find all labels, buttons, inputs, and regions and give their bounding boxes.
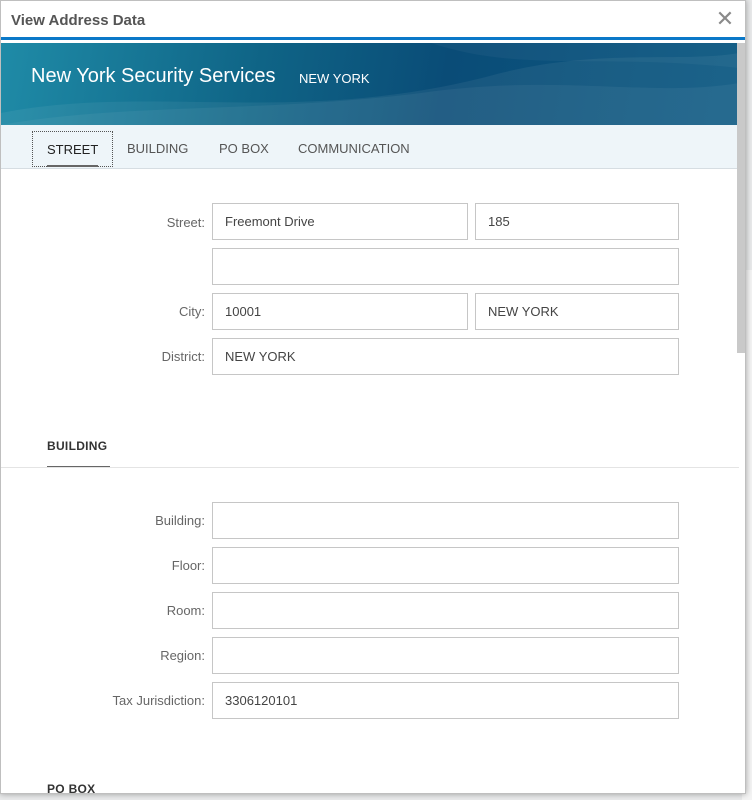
tax-jurisdiction-label: Tax Jurisdiction:	[112, 693, 205, 708]
district-label: District:	[161, 349, 205, 364]
dialog-titlebar	[1, 1, 745, 40]
building-field[interactable]	[212, 502, 679, 539]
floor-field[interactable]	[212, 547, 679, 584]
tab-street[interactable]: STREET	[32, 131, 113, 167]
tab-communication[interactable]: COMMUNICATION	[298, 141, 410, 156]
region-field[interactable]	[212, 637, 679, 674]
street-label: Street:	[166, 215, 205, 230]
tab-po-box[interactable]: PO BOX	[219, 141, 269, 156]
vertical-scrollbar[interactable]	[737, 43, 745, 353]
district-field[interactable]	[212, 338, 679, 375]
po-box-section-title: PO BOX	[47, 782, 96, 794]
close-icon[interactable]: ✕	[715, 6, 735, 31]
room-field[interactable]	[212, 592, 679, 629]
tab-building[interactable]: BUILDING	[127, 141, 189, 156]
floor-label: Floor:	[171, 558, 205, 573]
dialog-title: View Address Data	[11, 12, 146, 29]
tax-jurisdiction-field[interactable]	[212, 682, 679, 719]
room-label: Room:	[166, 603, 205, 618]
city-field[interactable]	[475, 293, 679, 330]
building-section-title: BUILDING	[47, 439, 108, 453]
house-number-field[interactable]	[475, 203, 679, 240]
street2-field[interactable]	[212, 248, 679, 285]
city-label: City:	[179, 304, 205, 319]
header-subtitle: NEW YORK	[299, 71, 370, 86]
object-header	[1, 43, 739, 125]
street-field[interactable]	[212, 203, 468, 240]
section-divider	[1, 467, 739, 468]
tab-bar	[1, 125, 739, 169]
postal-code-field[interactable]	[212, 293, 468, 330]
building-label: Building:	[155, 513, 205, 528]
region-label: Region:	[160, 648, 205, 663]
header-title: New York Security Services	[31, 65, 276, 87]
